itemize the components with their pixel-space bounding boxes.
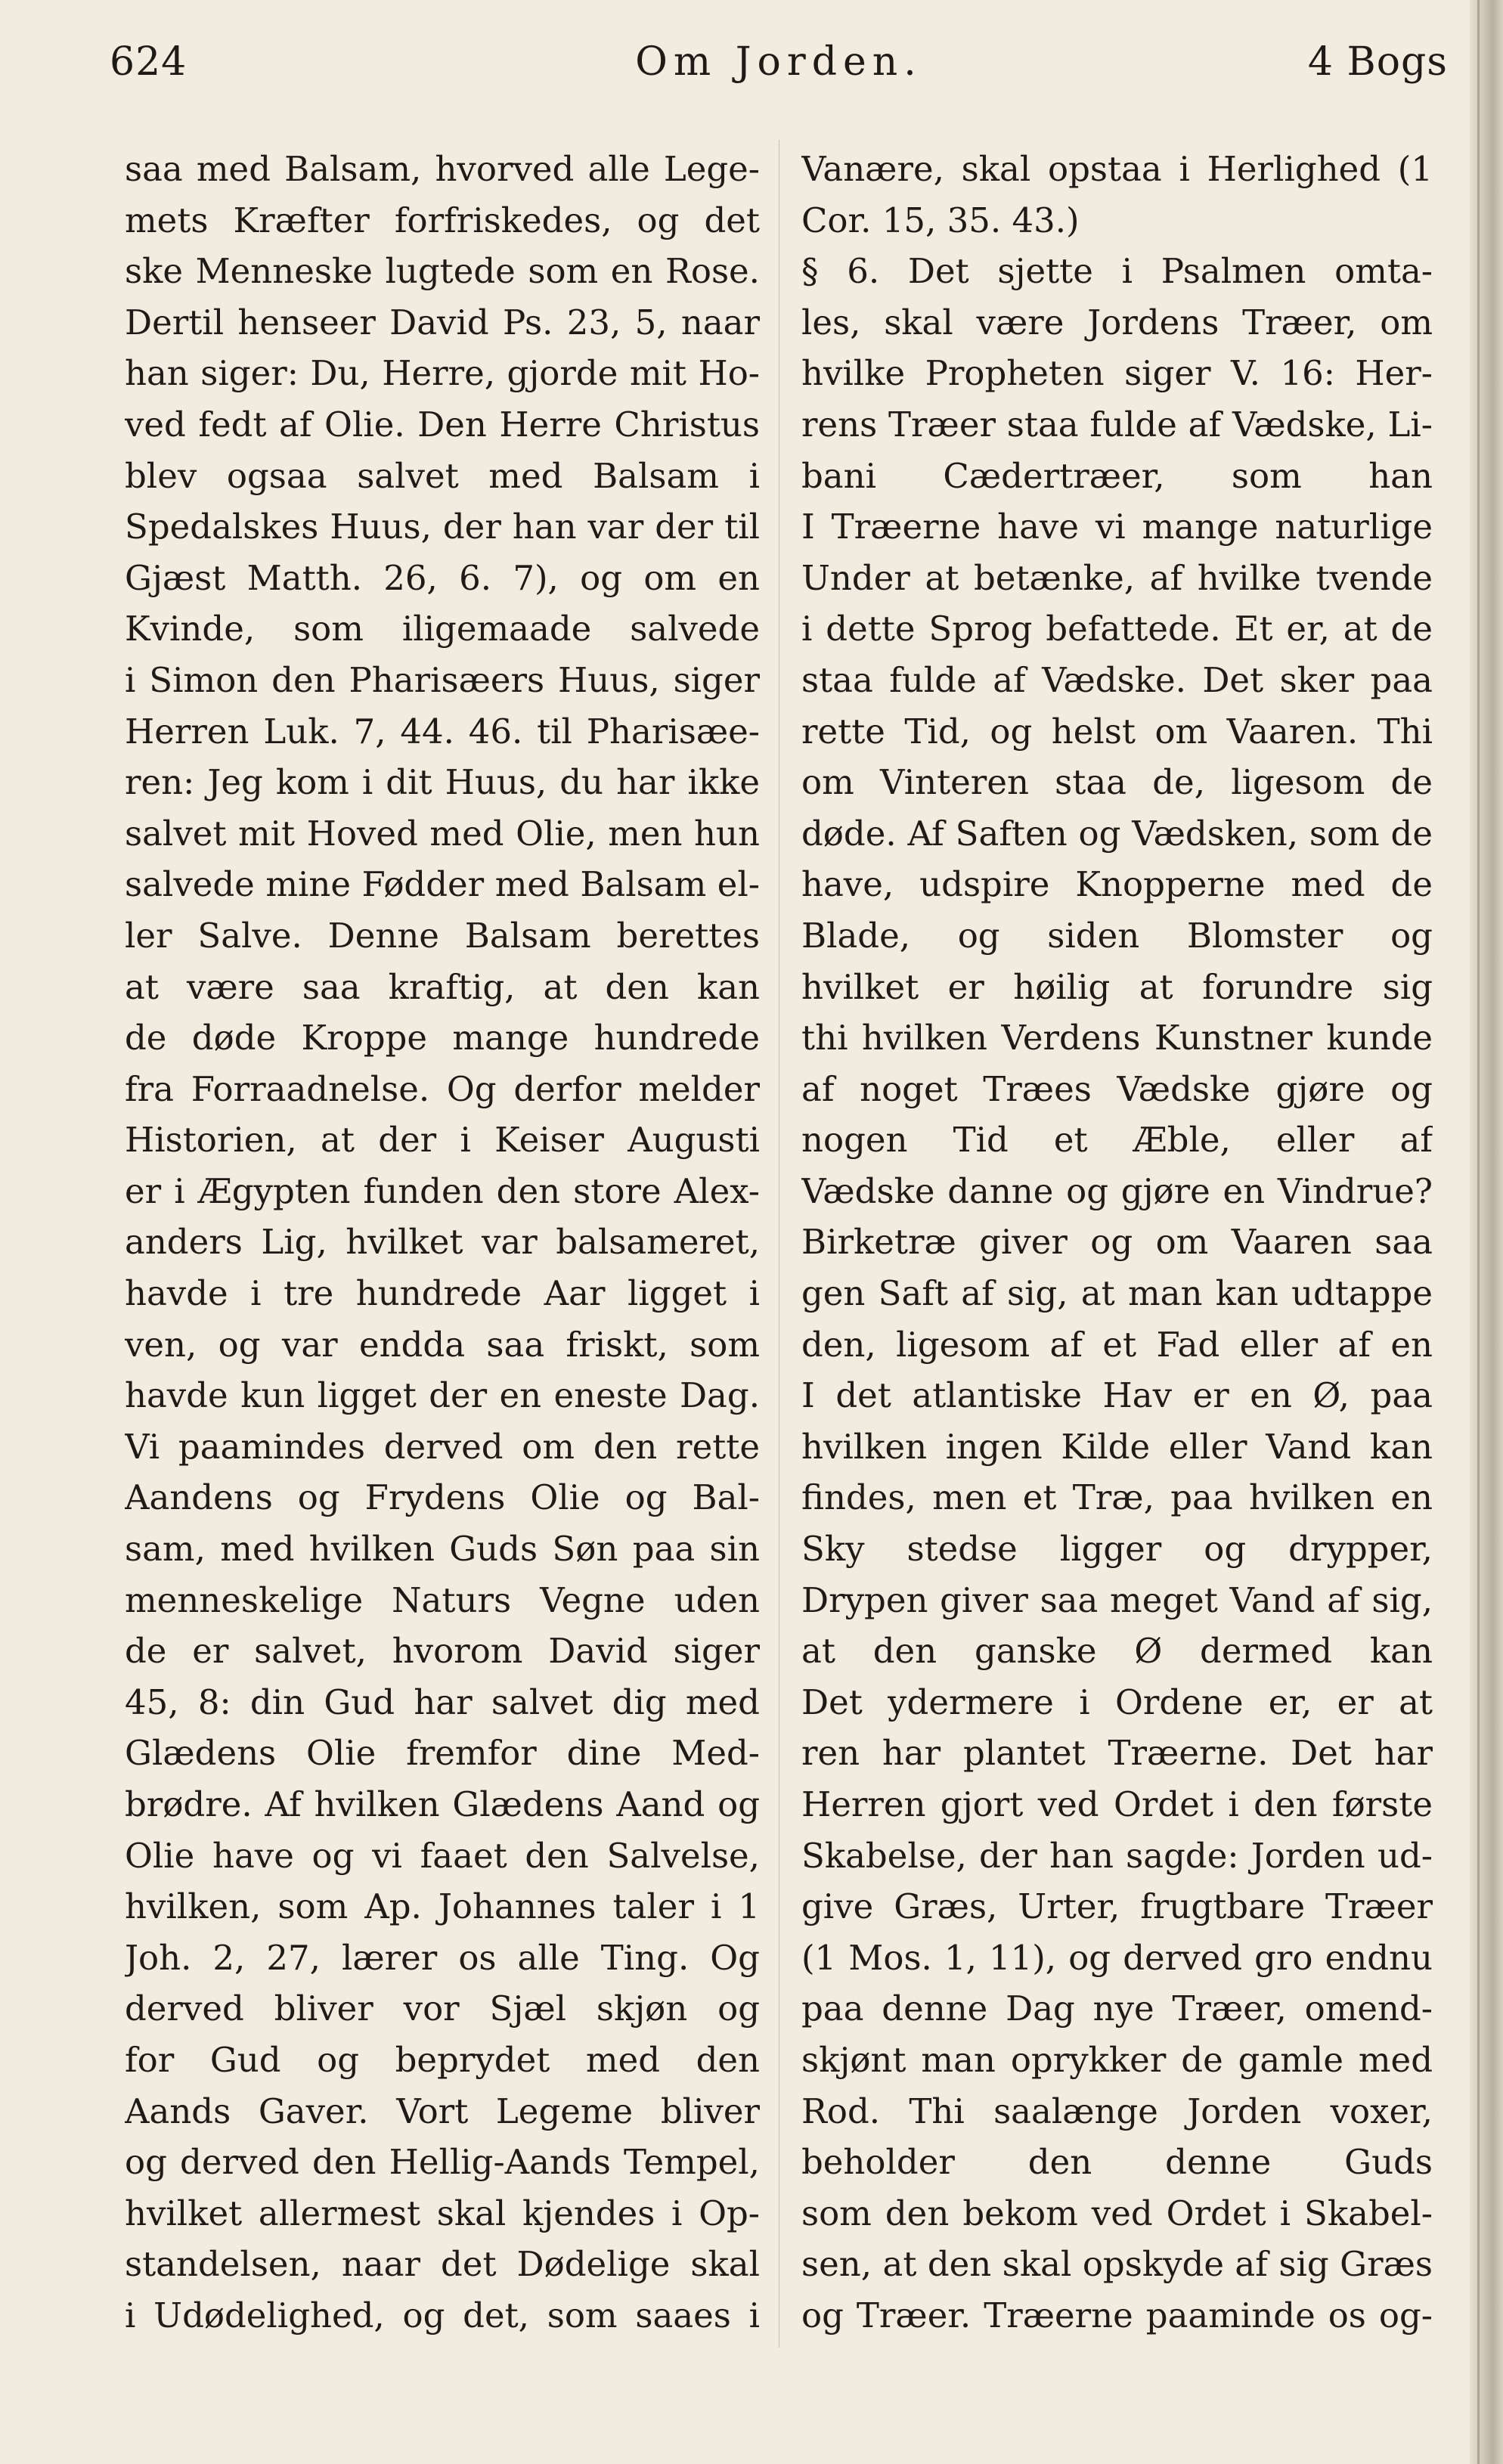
text-line: Vædske danne og gjøre en Vindrue? bbox=[801, 1170, 1433, 1211]
text-line: Aandens og Frydens Olie og Bal- bbox=[125, 1477, 760, 1518]
text-line: døde. Af Saften og Vædsken, som de bbox=[801, 813, 1433, 854]
text-line: rens Træer staa fulde af Vædske, Li- bbox=[801, 404, 1433, 445]
text-line: derved bliver vor Sjæl skjøn og bbox=[125, 1988, 760, 2029]
text-line: I Træerne have vi mange naturlige bbox=[801, 507, 1433, 547]
text-line: hvilken, som Ap. Johannes taler i 1 bbox=[125, 1886, 760, 1927]
text-line: Birketræ giver og om Vaaren saa bbox=[801, 1222, 1433, 1263]
text-line: han siger: Du, Herre, gjorde mit Ho- bbox=[125, 353, 760, 394]
right-column bbox=[801, 144, 1433, 2342]
text-line: sam, med hvilken Guds Søn paa sin bbox=[125, 1529, 760, 1570]
text-line: standelsen, naar det Dødelige skal bbox=[125, 2244, 760, 2285]
text-line: Vi paamindes derved om den rette bbox=[125, 1426, 760, 1467]
text-line: rette Tid, og helst om Vaaren. Thi bbox=[801, 711, 1433, 752]
text-line: de er salvet, hvorom David siger bbox=[125, 1631, 760, 1672]
text-line: thi hvilken Verdens Kunstner kunde bbox=[801, 1018, 1433, 1058]
text-line: i Simon den Pharisæers Huus, siger bbox=[125, 659, 760, 700]
text-line: brødre. Af hvilken Glædens Aand og bbox=[125, 1784, 760, 1824]
text-line: Dertil henseer David Ps. 23, 5, naar bbox=[125, 302, 760, 342]
text-line: Vanære, skal opstaa i Herlighed (1 bbox=[801, 149, 1433, 189]
text-line: Herren Luk. 7, 44. 46. til Pharisæe- bbox=[125, 711, 760, 752]
text-line: blev ogsaa salvet med Balsam i bbox=[125, 455, 760, 496]
text-line: menneskelige Naturs Vegne uden bbox=[125, 1579, 760, 1620]
text-line: ven, og var endda saa friskt, som bbox=[125, 1324, 760, 1365]
text-line: Olie have og vi faaet den Salvelse, bbox=[125, 1835, 760, 1876]
text-line: anders Lig, hvilket var balsameret, bbox=[125, 1222, 760, 1263]
text-line: findes, men et Træ, paa hvilken en bbox=[801, 1477, 1433, 1518]
text-line: bani Cædertræer, som han bbox=[801, 455, 1433, 496]
text-line: skjønt man oprykker de gamle med bbox=[801, 2039, 1433, 2080]
text-line: Sky stedse ligger og drypper, bbox=[801, 1529, 1433, 1570]
text-line: Herren gjort ved Ordet i den første bbox=[801, 1784, 1433, 1824]
text-line: I det atlantiske Hav er en Ø, paa bbox=[801, 1375, 1433, 1416]
text-line: 45, 8: din Gud har salvet dig med bbox=[125, 1681, 760, 1722]
text-line: beholder den denne Guds bbox=[801, 2142, 1433, 2183]
text-line: salvet mit Hoved med Olie, men hun bbox=[125, 813, 760, 854]
text-line: Blade, og siden Blomster og bbox=[801, 915, 1433, 956]
text-line: hvilken ingen Kilde eller Vand kan bbox=[801, 1426, 1433, 1467]
text-line: den, ligesom af et Fad eller af en bbox=[801, 1324, 1433, 1365]
text-line: Joh. 2, 27, lærer os alle Ting. Og bbox=[125, 1937, 760, 1978]
text-line: ler Salve. Denne Balsam berettes bbox=[125, 915, 760, 956]
text-line: Rod. Thi saalænge Jorden voxer, bbox=[801, 2091, 1433, 2131]
text-line: Historien, at der i Keiser Augusti bbox=[125, 1120, 760, 1161]
text-line: give Græs, Urter, frugtbare Træer bbox=[801, 1886, 1433, 1927]
text-line: Glædens Olie fremfor dine Med- bbox=[125, 1733, 760, 1774]
text-line: hvilket er høilig at forundre sig bbox=[801, 966, 1433, 1007]
text-line: og Træer. Træerne paaminde os og- bbox=[801, 2295, 1433, 2335]
text-line: Drypen giver saa meget Vand af sig, bbox=[801, 1579, 1433, 1620]
section-label: 4 Bogs bbox=[1307, 39, 1448, 85]
text-line: af noget Træes Vædske gjøre og bbox=[801, 1068, 1433, 1109]
text-line: om Vinteren staa de, ligesom de bbox=[801, 762, 1433, 803]
text-line: er i Ægypten funden den store Alex- bbox=[125, 1170, 760, 1211]
text-line: Aands Gaver. Vort Legeme bliver bbox=[125, 2091, 760, 2131]
text-line: havde kun ligget der en eneste Dag. bbox=[125, 1375, 760, 1416]
page-number: 624 bbox=[110, 39, 187, 85]
text-line: og derved den Hellig-Aands Tempel, bbox=[125, 2142, 760, 2183]
text-line: ved fedt af Olie. Den Herre Christus bbox=[125, 404, 760, 445]
text-line: hvilke Propheten siger V. 16: Her- bbox=[801, 353, 1433, 394]
text-line: de døde Kroppe mange hundrede bbox=[125, 1018, 760, 1058]
text-line: staa fulde af Vædske. Det sker paa bbox=[801, 659, 1433, 700]
text-line: Cor. 15, 35. 43.) bbox=[801, 200, 1080, 240]
text-line: Under at betænke, af hvilke tvende bbox=[801, 557, 1433, 598]
left-column bbox=[125, 144, 760, 2342]
text-line: have, udspire Knopperne med de bbox=[801, 864, 1433, 905]
text-line: for Gud og beprydet med den bbox=[125, 2039, 760, 2080]
text-line: (1 Mos. 1, 11), og derved gro endnu bbox=[801, 1937, 1433, 1978]
text-line: fra Forraadnelse. Og derfor melder bbox=[125, 1068, 760, 1109]
text-line: paa denne Dag nye Træer, omend- bbox=[801, 1988, 1433, 2029]
page-edge bbox=[1470, 0, 1503, 2464]
text-line: ske Menneske lugtede som en Rose. bbox=[125, 251, 760, 292]
text-line: Skabelse, der han sagde: Jorden ud- bbox=[801, 1835, 1433, 1876]
text-line: Kvinde, som iligemaade salvede bbox=[125, 609, 760, 649]
running-title: Om Jorden. bbox=[635, 39, 922, 85]
text-line: Spedalskes Huus, der han var der til bbox=[125, 507, 760, 547]
text-line: ren har plantet Træerne. Det har bbox=[801, 1733, 1433, 1774]
text-line: ren: Jeg kom i dit Huus, du har ikke bbox=[125, 762, 760, 803]
text-line: nogen Tid et Æble, eller af bbox=[801, 1120, 1433, 1161]
text-line: mets Kræfter forfriskedes, og det bbox=[125, 200, 760, 240]
text-line: salvede mine Fødder med Balsam el- bbox=[125, 864, 760, 905]
text-line: i Udødelighed, og det, som saaes i bbox=[125, 2295, 760, 2335]
page-header bbox=[110, 39, 1448, 100]
text-line: at den ganske Ø dermed kan bbox=[801, 1631, 1433, 1672]
text-line: gen Saft af sig, at man kan udtappe bbox=[801, 1273, 1433, 1314]
text-line: i dette Sprog befattede. Et er, at de bbox=[801, 609, 1433, 649]
text-line: havde i tre hundrede Aar ligget i bbox=[125, 1273, 760, 1314]
text-line: hvilket allermest skal kjendes i Op- bbox=[125, 2193, 760, 2233]
text-line: som den bekom ved Ordet i Skabel- bbox=[801, 2193, 1433, 2233]
text-line: sen, at den skal opskyde af sig Græs bbox=[801, 2244, 1433, 2285]
text-line: saa med Balsam, hvorved alle Lege- bbox=[125, 149, 760, 189]
text-line: § 6. Det sjette i Psalmen omta- bbox=[801, 251, 1433, 292]
text-line: les, skal være Jordens Træer, om bbox=[801, 302, 1433, 342]
text-line: Det ydermere i Ordene er, er at bbox=[801, 1681, 1433, 1722]
text-line: at være saa kraftig, at den kan bbox=[125, 966, 760, 1007]
text-line: Gjæst Matth. 26, 6. 7), og om en bbox=[125, 557, 760, 598]
